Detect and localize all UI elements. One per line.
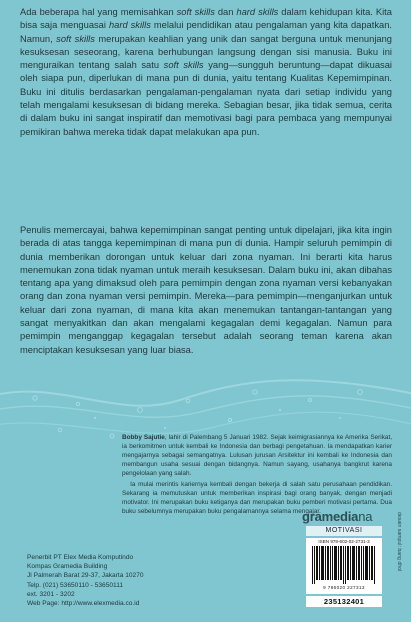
product-code: 235132401 bbox=[306, 596, 382, 607]
para1-seg-4: dalam kehidupan kita. Kita bisa saja menguasai bbox=[20, 7, 392, 31]
author-bio-text-1: , lahir di Palembang 5 Januari 1982. Sejak keimigrasiannya ke Amerika Serikat, ia berkomitmen untuk kembali ke Indonesia dan berbagi pengetahuan. Ia mendapatkan karier mengajarnya sebagai semangatnya. Lulusan jurusan Arsitektur ini kembali ke Indonesia dan membangun usaha sesuai dengan bidangnya. Namun sayang, usahanya bangkrut karena pengelolaan yang salah. bbox=[122, 434, 392, 478]
para1-seg-1: soft skills bbox=[176, 7, 215, 17]
author-bio-1 bbox=[122, 433, 392, 478]
author-name: Bobby Sajutie bbox=[122, 434, 165, 441]
publisher-ext: ext. 3201 - 3202 bbox=[27, 590, 75, 598]
publisher-address: Jl Palmerah Barat 29-37, Jakarta 10270 bbox=[27, 572, 144, 580]
synopsis-paragraph-1 bbox=[20, 6, 392, 139]
barcode-box bbox=[306, 538, 382, 594]
genre-label: MOTIVASI bbox=[306, 526, 382, 536]
para1-seg-10: yang—sungguh beruntung—dapat dikuasai oleh siapa pun, diperlukan di mana pun di dunia, yaitu tentang Kualitas Kepemimpinan. Buku ini ditulis berdasarkan pengalaman-pengalaman nyata dari setiap individu yang telah mengalami kesuksesan di bidang mereka. Sebagian besar, jika tidak semua, cerita di dalam buku ini sangat inspiratif dan memotivasi bagi para pembaca yang mempunyai pemikiran bahwa mereka tidak dapat melakukan apa pun. bbox=[20, 60, 392, 137]
publisher-building: Kompas Gramedia Building bbox=[27, 563, 108, 571]
para1-seg-6: melalui pendidikan atau pengalaman yang kita dapatkan. Namun, bbox=[20, 20, 393, 44]
para1-seg-0: Ada beberapa hal yang memisahkan bbox=[20, 7, 177, 17]
para1-seg-5: hard skills bbox=[108, 20, 151, 31]
publisher-web: Web Page: http://www.elexmedia.co.id bbox=[27, 600, 140, 608]
publisher-phone: Telp. (021) 53650110 - 53650111 bbox=[27, 581, 124, 589]
para1-seg-2: dan bbox=[214, 7, 237, 17]
para1-seg-7: soft skills bbox=[56, 33, 95, 44]
logo-text: gramedia bbox=[302, 509, 359, 524]
para1-seg-9: soft skills bbox=[163, 60, 204, 71]
gramedia-logo bbox=[302, 509, 382, 524]
publisher-name: Penerbit PT Elex Media Komputindo bbox=[27, 554, 134, 561]
synopsis-paragraph-2: Penulis memercayai, bahwa kepemimpinan sangat penting untuk dipelajari, jika kita ingin berada di atas tangga kepemimpinan di mana pun di dunia. Hampir seluruh pemimpin di dunia memberikan dorongan untuk keluar dari zona nyaman. Ini berarti kita harus menemukan zona tidak nyaman untuk meraih kesuksesan. Dalam buku ini, akan dibahas tentang apa yang dimaksud oleh para pemimpin dengan zona nyaman versi kebanyakan orang dan zona nyaman versi pemimpin. Mereka—para pemimpin—menganjurkan untuk keluar dari zona nyaman, di mana kita akan menemukan tantangan-tantangan yang sangat menyakitkan dan akan mengalami kegagalan demi kegagalan. Namun para pemimpin menganggap kegagalan tersebut adalah seorang teman karena akan menciptakan kesuksesan yang luar biasa. bbox=[20, 225, 392, 355]
isbn-text: ISBN 978-602-02-2731-3 bbox=[318, 539, 370, 544]
barcode-digits: 9 786020 227313 bbox=[323, 585, 365, 590]
barcode-icon bbox=[312, 546, 376, 584]
author-bio-text-2: Ia mulai merintis kariernya kembali dengan bekerja di salah satu perusahaan pendidikan. Sekarang ia memutuskan untuk memberikan inspirasi bagi orang banyak, dengan menjadi motivator. Ini merupakan buku ketiganya dan merupakan buku pemberi motivasi pertama. Dua buku sebelumnya merupakan buku pengalamannya selama mengajar. bbox=[122, 481, 393, 516]
logo-suffix: na bbox=[358, 509, 373, 524]
publisher-info bbox=[27, 553, 227, 608]
para1-seg-3: hard skills bbox=[236, 7, 279, 17]
para1-seg-8: merupakan keahlian yang unik dan sangat berguna untuk menunjang kesuksesan seseorang, karena berhubungan langsung dengan sisi manusia. Buku ini menguraikan tentang salah satu bbox=[20, 33, 392, 71]
cover-design-credit: desain sampul: bang dhol bbox=[396, 512, 402, 572]
